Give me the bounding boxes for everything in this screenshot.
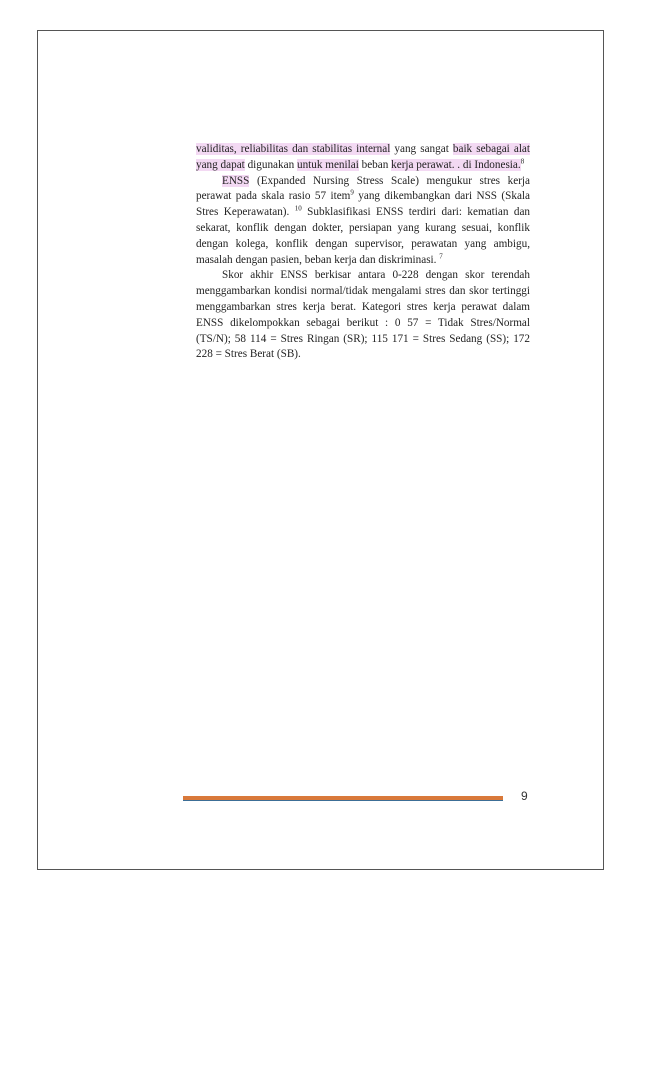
- citation-superscript: 8: [520, 157, 525, 166]
- text-run: beban: [358, 158, 392, 171]
- citation-superscript: 10: [294, 204, 302, 213]
- citation-superscript: 9: [350, 188, 354, 197]
- text-run: yang sangat: [390, 143, 453, 155]
- text-run: yang dikembangkan dari NSS (Skala Stres Keperawatan).: [196, 190, 530, 219]
- text-run: digunakan: [244, 158, 297, 171]
- paragraph-1: [196, 142, 530, 174]
- highlighted-text: validitas, reliabilitas dan stabilitas internal: [196, 143, 391, 155]
- footer-divider: [183, 796, 503, 801]
- text-run: (Expanded Nursing Stress Scale) mengukur stres kerja perawat pada skala rasio 57 item: [196, 174, 530, 203]
- paragraph-2: [196, 174, 530, 269]
- paragraph-3: Skor akhir ENSS berkisar antara 0-228 dengan skor terendah menggambarkan kondisi normal/tidak mengalami stres dan skor tertinggi menggambarkan stres kerja berat. Kategori stres kerja perawat dalam ENSS dikelompokkan sebagai berikut : 0 57 = Tidak Stres/Normal (TS/N); 58 114 = Stres Ringan (SR); 115 171 = Stres Sedang (SS); 172 228 = Stres Berat (SB).: [196, 269, 530, 361]
- highlighted-text: ENSS: [222, 174, 250, 187]
- citation-superscript: 7: [439, 251, 443, 260]
- text-run: Subklasifikasi ENSS terdiri dari: kematian dan sekarat, konflik dengan dokter, persiapan yang kurang sesuai, konflik dengan kolega, konflik dengan supervisor, perawatan yang ambigu, masalah dengan pasien, beban kerja dan diskriminasi.: [196, 206, 531, 266]
- footer-bar-top: [183, 796, 503, 800]
- highlighted-text: baik sebagai alat yang dapat: [196, 143, 530, 171]
- page-number: 9: [521, 789, 528, 803]
- body-text: [196, 142, 530, 363]
- highlighted-text: kerja perawat. . di Indonesia.: [391, 158, 521, 171]
- highlighted-text: untuk menilai: [296, 158, 359, 171]
- document-page: [37, 30, 604, 870]
